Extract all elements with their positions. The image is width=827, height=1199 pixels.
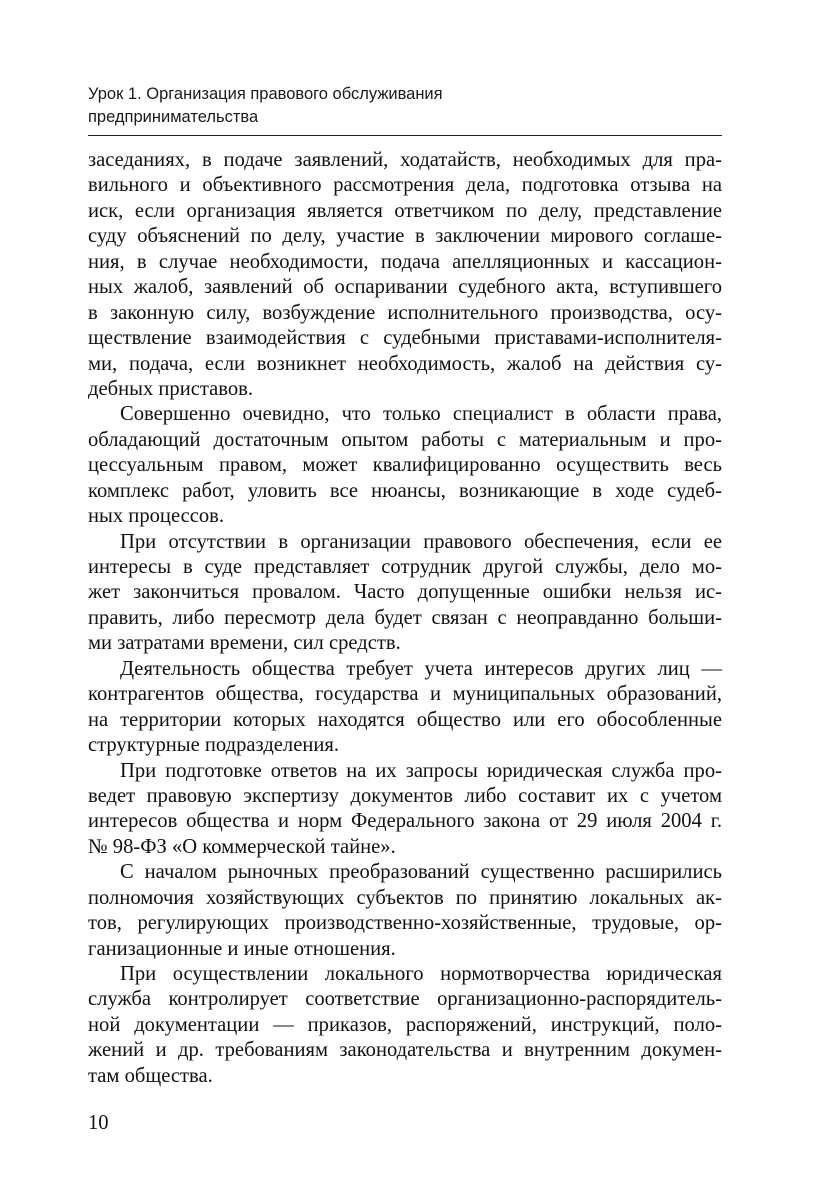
text-line: обладающий достаточным опытом работы с материальным и про- [88, 428, 722, 451]
text-line: контрагентов общества, государства и муниципальных образований, [88, 683, 722, 706]
text-line: дебных приставов. [88, 377, 254, 400]
text-line: Совершенно очевидно, что только специалист в области права, [120, 403, 722, 426]
text-line: структурные подразделения. [88, 734, 340, 757]
paragraph [88, 759, 722, 861]
running-head-line-2: предпринимательства [88, 108, 259, 126]
text-line: ществление взаимодействия с судебными приставами-исполнителя- [88, 327, 722, 350]
text-line: суду объяснений по делу, участие в заключении мирового соглаше- [88, 225, 722, 248]
text-line: ния, в случае необходимости, подача апелляционных и кассацион- [88, 250, 722, 273]
text-line: в законную силу, возбуждение исполнительного производства, осу- [88, 301, 722, 324]
text-line: жений и др. требованиям законодательства и внутренним докумен- [88, 1039, 722, 1062]
text-line: ной документации — приказов, распоряжений, инструкций, поло- [88, 1013, 722, 1036]
running-head [88, 83, 722, 129]
running-head-line-1: Урок 1. Организация правового обслуживания [88, 85, 443, 103]
body-text [88, 148, 722, 1089]
text-line: С началом рыночных преобразований существенно расширились [120, 861, 722, 884]
text-line: заседаниях, в подаче заявлений, ходатайств, необходимых для пра- [88, 149, 722, 171]
text-line: править, либо пересмотр дела будет связан с неоправданно больши- [88, 606, 722, 629]
text-line: ми затратами времени, сил средств. [88, 632, 401, 655]
text-line: ных жалоб, заявлений об оспаривании судебного акта, вступившего [88, 276, 722, 299]
text-line: № 98-ФЗ «О коммерческой тайне». [88, 835, 396, 858]
text-line: ных процессов. [88, 505, 225, 528]
text-line: вильного и объективного рассмотрения дела, подготовка отзыва на [88, 174, 722, 197]
text-line: полномочия хозяйствующих субъектов по принятию локальных ак- [88, 886, 722, 909]
paragraph [88, 402, 722, 529]
text-line: там общества. [88, 1064, 213, 1087]
text-line: иск, если организация является ответчиком по делу, представление [88, 199, 722, 222]
header-rule [88, 135, 722, 136]
text-line: жет закончиться провалом. Часто допущенные ошибки нельзя ис- [88, 581, 722, 604]
text-line: При осуществлении локального нормотворчества юридическая [120, 963, 722, 985]
text-line: ведет правовую экспертизу документов либо составит их с учетом [88, 784, 722, 807]
text-line: тов, регулирующих производственно-хозяйственные, трудовые, ор- [88, 912, 722, 935]
paragraph [88, 530, 722, 657]
text-line: ганизационные и иные отношения. [88, 937, 396, 960]
text-line: При отсутствии в организации правового обеспечения, если ее [120, 530, 722, 553]
text-line: на территории которых находятся общество или его обособленные [88, 708, 722, 731]
paragraph [88, 657, 722, 759]
text-line: служба контролирует соответствие организационно-распорядитель- [88, 988, 722, 1011]
text-line: интересы в суде представляет сотрудник другой службы, дело мо- [88, 556, 722, 578]
text-line: Деятельность общества требует учета интересов других лиц — [120, 657, 722, 680]
text-line: ми, подача, если возникнет необходимость, жалоб на действия су- [88, 352, 722, 375]
page-number: 10 [88, 1112, 109, 1134]
text-line: интересов общества и норм Федерального закона от 29 июля 2004 г. [88, 810, 722, 833]
text-line: цессуальным правом, может квалифицированно осуществить весь [88, 454, 722, 477]
paragraph [88, 148, 722, 402]
paragraph [88, 962, 722, 1089]
text-line: При подготовке ответов на их запросы юридическая служба про- [120, 759, 722, 782]
text-line: комплекс работ, уловить все нюансы, возникающие в ходе судеб- [88, 479, 722, 502]
paragraph [88, 860, 722, 962]
